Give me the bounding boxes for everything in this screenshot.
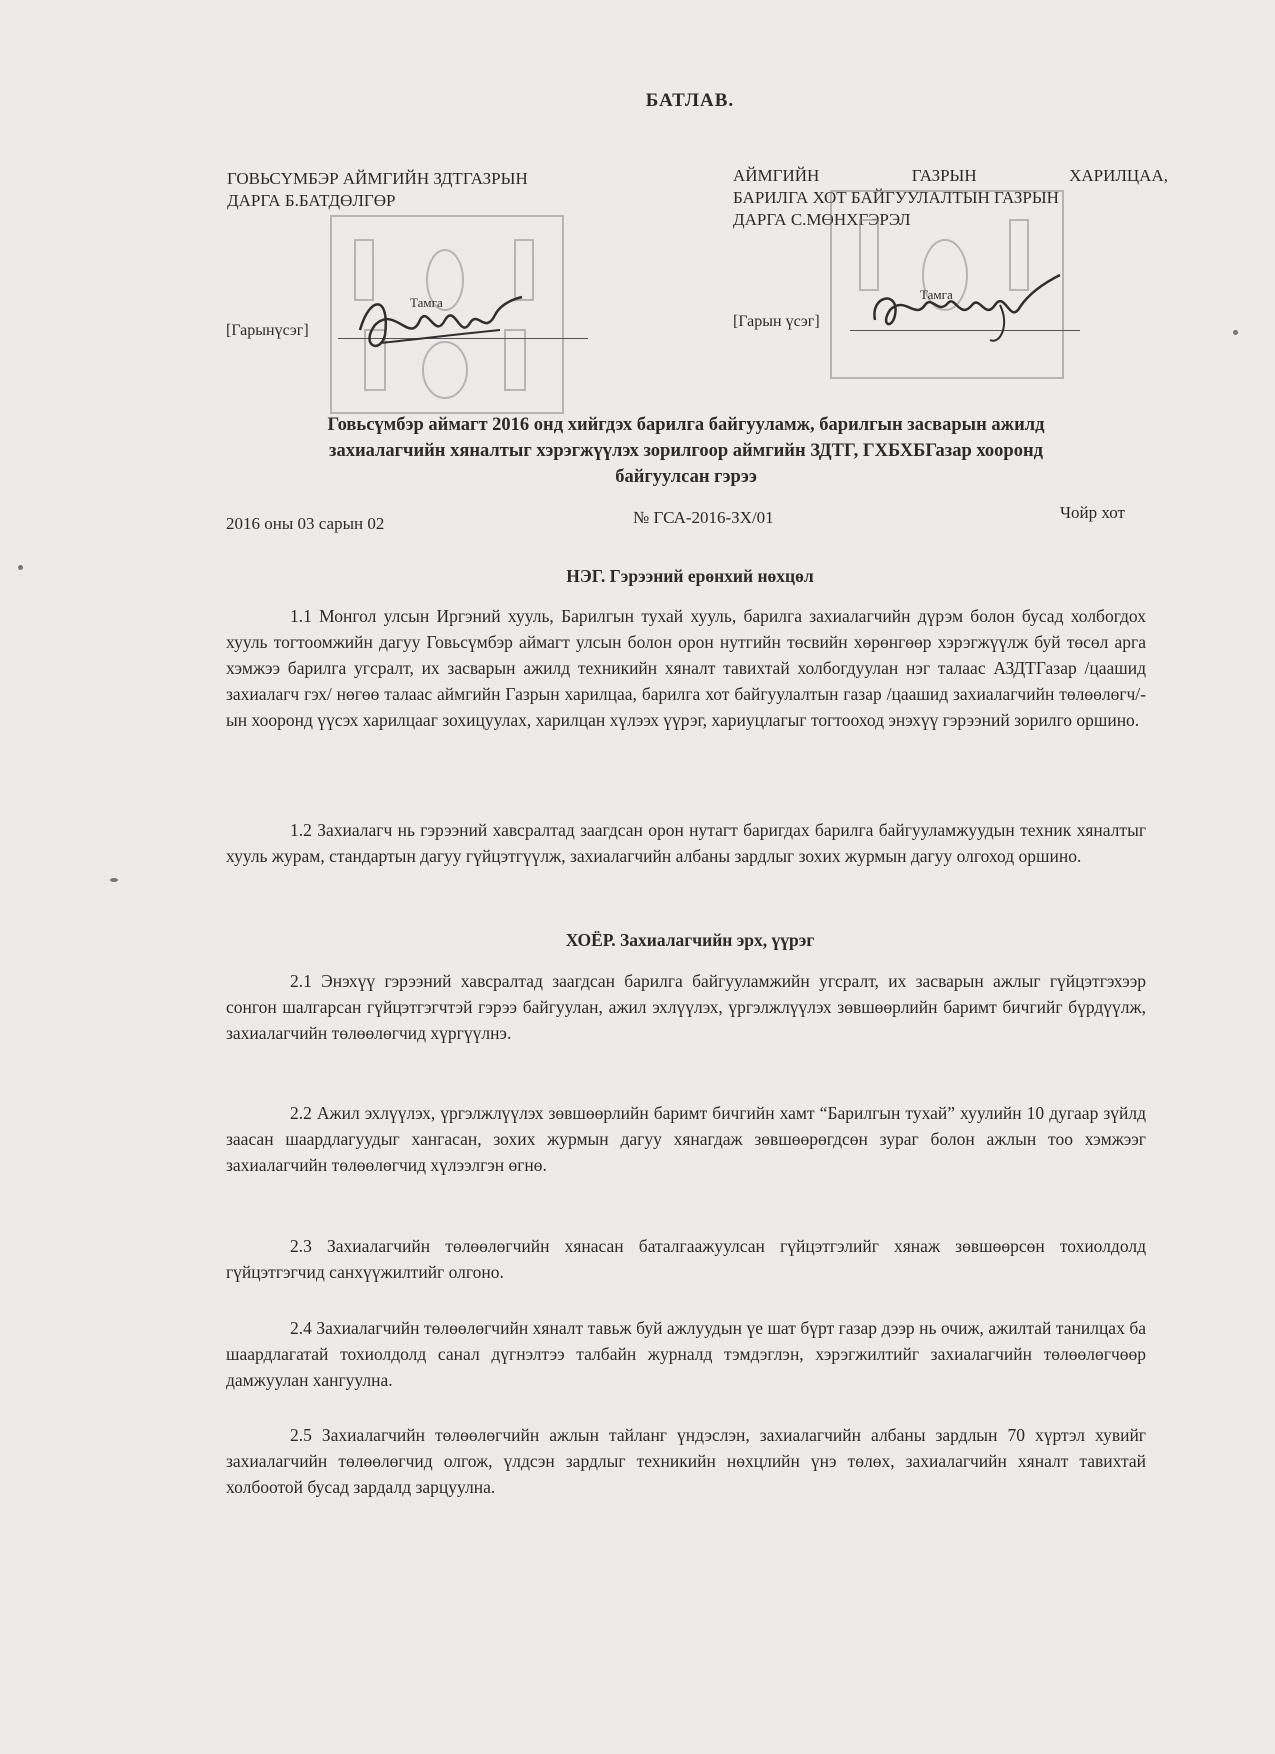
left-stamp-label: Тамга [410, 295, 443, 310]
right-signatory-line1-a: АЙМГИЙН [733, 166, 820, 185]
document-title [226, 412, 1146, 490]
approve-heading: БАТЛАВ. [645, 90, 735, 111]
paragraph-1-1: 1.1 Монгол улсын Иргэний хууль, Барилгын тухай хууль, барилга захиалагчийн дүрэм болон бусад холбогдох хууль тогтоомжийн дагуу Говьсүмбэр аймагт улсын болон орон нутгийн төсвийн хөрөнгөөр хэрэгжүүлж буй төсөл арга хэмжээ барилга угсралт, их засварын ажилд техникийн хяналт тавихтай холбогдуулан нэг талаас АЗДТГазар /цаашид захиалагч гэх/ нөгөө талаас аймгийн Газрын харилцаа, барилга хот байгуулалтын газар /цаашид захиалагчийн төлөөлөгч/-ын хооронд үүсэх харилцааг зохицуулах, харилцан хүлээх үүрэг, хариуцлагыг тогтооход энэхүү гэрээний зорилго оршино. [226, 606, 1146, 730]
contract-place: Чойр хот [1060, 503, 1125, 522]
left-handwritten-signature [350, 285, 530, 365]
left-signatory-line1: ГОВЬСҮМБЭР АЙМГИЙН ЗДТГАЗРЫН [227, 169, 528, 188]
contract-number: № ГСА-2016-ЗХ/01 [633, 508, 774, 527]
section-heading-2: ХОЁР. Захиалагчийн эрх, үүрэг [565, 930, 815, 950]
right-signature-label: [Гарын үсэг] [733, 313, 820, 330]
right-signatory-line3: ДАРГА С.МӨНХГЭРЭЛ [733, 210, 911, 229]
paragraph-1-2: 1.2 Захиалагч нь гэрээний хавсралтад заагдсан орон нутагт баригдах барилга байгууламжуудын техник хяналтыг хууль журам, стандартын дагуу гүйцэтгүүлж, захиалагчийн албаны зардлыг зохих журмын дагуу олгоход оршино. [226, 820, 1146, 866]
right-signatory-line2: БАРИЛГА ХОТ БАЙГУУЛАЛТЫН ГАЗРЫН [733, 188, 1059, 207]
right-signatory-line1-c: ХАРИЛЦАА, [1069, 166, 1168, 185]
right-stamp-label: Тамга [920, 287, 953, 302]
title-line3: байгуулсан гэрээ [615, 467, 757, 487]
scan-speck [1233, 330, 1238, 335]
contract-date: 2016 оны 03 сарын 02 [226, 514, 385, 533]
paragraph-2-5: 2.5 Захиалагчийн төлөөлөгчийн ажлын тайланг үндэслэн, захиалагчийн албаны зардлын 70 хүртэл хувийг захиалагчийн төлөөлөгчид олгож, үлдсэн зардлыг техникийн нөхцлийн үнэ төлөх, захиалагчийн хяналт тавихтай холбоотой бусад зардалд зарцуулна. [226, 1425, 1146, 1497]
right-handwritten-signature [860, 265, 1070, 350]
right-signatory-line1 [733, 165, 1168, 187]
paragraph-2-1: 2.1 Энэхүү гэрээний хавсралтад заагдсан барилга байгууламжийн угсралт, их засварын ажлыг гүйцэтгэхээр сонгон шалгарсан гүйцэтгэгчтэй гэрээ байгуулан, ажил эхлүүлэх, үргэлжлүүлэх зөвшөөрлийн баримт бичгийг бүрдүүлж, захиалагчийн төлөөлөгчид хүргүүлнэ. [226, 971, 1146, 1043]
right-signatory-line1-b: ГАЗРЫН [911, 166, 977, 185]
paragraph-2-3: 2.3 Захиалагчийн төлөөлөгчийн хянасан баталгаажуулсан гүйцэтгэлийг хянаж зөвшөөрсөн тохиолдолд гүйцэтгэгчид санхүүжилтийг олгоно. [226, 1236, 1146, 1282]
paragraph-2-2: 2.2 Ажил эхлүүлэх, үргэлжлүүлэх зөвшөөрлийн баримт бичгийн хамт “Барилгын тухай” хуулийн 10 дугаар зүйлд заасан шаардлагуудыг хангасан, зохих журмын дагуу хянагдаж зөвшөөрөгдсөн зураг болон ажлын тоо хэмжээг захиалагчийн төлөөлөгчид хүлээлгэн өгнө. [226, 1103, 1146, 1175]
section-heading-1: НЭГ. Гэрээний ерөнхий нөхцөл [566, 566, 814, 586]
left-signatory-line2: ДАРГА Б.БАТДӨЛГӨР [227, 191, 396, 210]
left-signatory [227, 168, 647, 212]
scan-speck [18, 565, 23, 570]
title-line1: Говьсүмбэр аймагт 2016 онд хийгдэх барилга байгууламж, барилгын засварын ажилд [327, 415, 1045, 435]
title-line2: захиалагчийн хяналтыг хэрэгжүүлэх зорилгоор аймгийн ЗДТГ, ГХБХБГазар хооронд [329, 441, 1043, 461]
paragraph-2-4: 2.4 Захиалагчийн төлөөлөгчийн хяналт тавьж буй ажлуудын үе шат бүрт газар дээр нь очиж, ажилтай танилцах ба шаардлагатай тохиолдолд санал дүгнэлтээ талбайн журналд тэмдэглэн, хэрэгжилтийг захиалагчийн төлөөлөгчөөр дамжуулан хангуулна. [226, 1318, 1146, 1390]
scan-speck [110, 878, 118, 882]
left-signature-label: [Гарынүсэг] [226, 322, 309, 339]
